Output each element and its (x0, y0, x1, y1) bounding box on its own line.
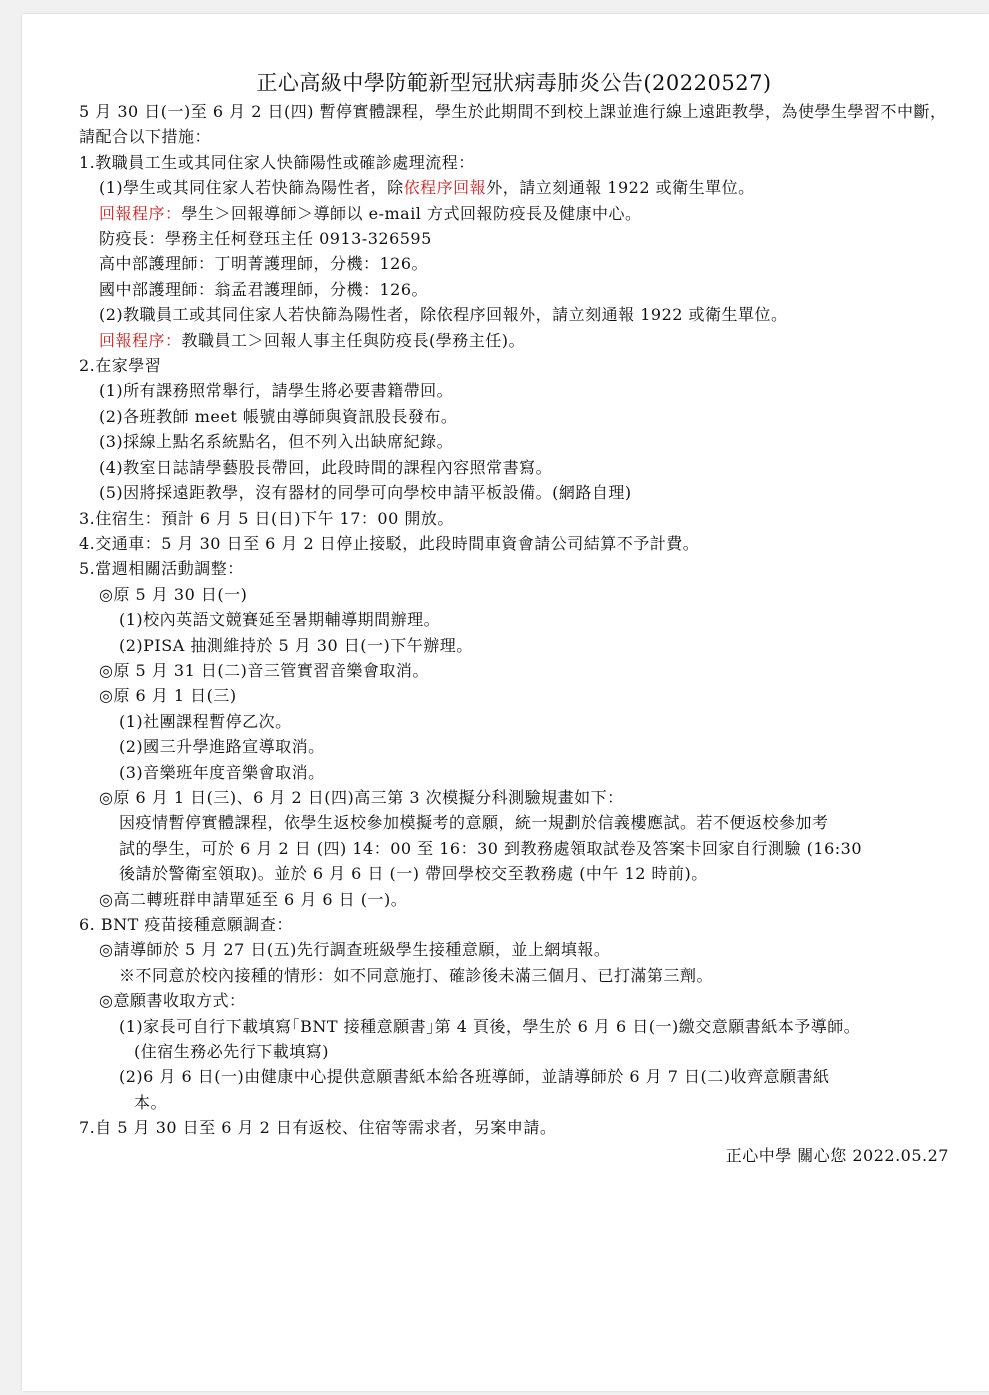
section-1-heading: 1.教職員工生或其同住家人快篩陽性或確診處理流程： (79, 152, 475, 172)
list-item: (2)PISA 抽測維持於 5 月 30 日(一)下午辦理。 (119, 635, 473, 655)
list-item: (1)所有課務照常舉行，請學生將必要書籍帶回。 (99, 381, 454, 401)
mock-exam-detail: 後請於警衛室領取)。並於 6 月 6 日 (一) 帶回學校交至教務處 (中午 12 時前)。 (119, 864, 708, 884)
list-item: (3)音樂班年度音樂會取消。 (119, 762, 325, 782)
list-item: (3)採線上點名系統點名，但不列入出缺席紀錄。 (99, 432, 454, 452)
junior-high-nurse: 國中部護理師：翁孟君護理師，分機：126。 (99, 279, 429, 299)
section-1-item-1 (79, 175, 949, 200)
signature: 正心中學 關心您 2022.05.27 (725, 1145, 949, 1165)
list-item: (2)6 月 6 日(一)由健康中心提供意願書紙本給各班導師，並請導師於 6 月 7 日(二)收齊意願書紙 (119, 1067, 830, 1087)
vaccine-survey: ◎請導師於 5 月 27 日(五)先行調查班級學生接種意願，並上網填報。 (99, 940, 611, 960)
highlight-label: 回報程序： (99, 330, 182, 350)
activity-may-30: ◎原 5 月 30 日(一) (99, 584, 248, 604)
senior-high-nurse: 高中部護理師：丁明菁護理師，分機：126。 (99, 254, 429, 274)
section-1-item-2: (2)教職員工或其同住家人若快篩為陽性者，除依程序回報外，請立刻通報 1922 或衛生單位。 (99, 305, 788, 325)
page-title: 正心高級中學防範新型冠狀病毒肺炎公告(20220527) (256, 71, 772, 95)
mock-exam-plan: ◎原 6 月 1 日(三)、6 月 2 日(四)高三第 3 次模擬分科測驗規畫如下： (99, 787, 624, 807)
announcement (79, 69, 949, 1169)
staff-report-procedure (79, 328, 949, 353)
section-5-heading: 5.當週相關活動調整： (79, 559, 244, 579)
list-item: (1)社團課程暫停乙次。 (119, 711, 292, 731)
section-2-heading: 2.在家學習 (79, 356, 162, 376)
section-4: 4.交通車：5 月 30 日至 6 月 2 日停止接駁，此段時間車資會請公司結算不予計費。 (79, 533, 700, 553)
list-item-continuation: 本。 (134, 1092, 168, 1112)
vaccine-exclusion-note: ※不同意於校內接種的情形：如不同意施打、確診後未滿三個月、已打滿第三劑。 (119, 965, 714, 985)
highlight-label: 回報程序： (99, 203, 182, 223)
consent-collection-heading: ◎意願書收取方式： (99, 991, 246, 1011)
text: (1)學生或其同住家人若快篩為陽性者，除 (99, 178, 404, 198)
list-item-continuation: (住宿生務必先行下載填寫) (134, 1042, 329, 1062)
text: 學生＞回報導師＞導師以 e-mail 方式回報防疫長及健康中心。 (181, 203, 642, 223)
highlight-text: 依程序回報 (403, 178, 487, 198)
activity-june-1: ◎原 6 月 1 日(三) (99, 686, 237, 706)
list-item: (1)校內英語文競賽延至暑期輔導期間辦理。 (119, 610, 441, 630)
section-7: 7.自 5 月 30 日至 6 月 2 日有返校、住宿等需求者，另案申請。 (79, 1118, 557, 1138)
activity-may-31: ◎原 5 月 31 日(二)音三管實習音樂會取消。 (99, 660, 429, 680)
list-item: (1)家長可自行下載填寫｢BNT 接種意願書｣第 4 頁後，學生於 6 月 6 日(一)繳交意願書紙本予導師。 (119, 1016, 861, 1036)
mock-exam-detail: 試的學生，可於 6 月 2 日 (四) 14：00 至 16：30 到教務處領取試卷及答案卡回家自行測驗 (16:30 (119, 838, 862, 858)
list-item: (2)國三升學進路宣導取消。 (119, 737, 325, 757)
text: 外，請立刻通報 1922 或衛生單位。 (486, 178, 755, 198)
section-3: 3.住宿生：預計 6 月 5 日(日)下午 17：00 開放。 (79, 508, 454, 528)
mock-exam-detail: 因疫情暫停實體課程，依學生返校參加模擬考的意願，統一規劃於信義樓應試。若不便返校參加考 (119, 813, 829, 833)
epidemic-officer: 防疫長：學務主任柯登珏主任 0913-326595 (99, 229, 432, 249)
list-item: (4)教室日誌請學藝股長帶回，此段時間的課程內容照常書寫。 (99, 457, 553, 477)
intro-paragraph: 5 月 30 日(一)至 6 月 2 日(四) 暫停實體課程，學生於此期間不到校上課並進行線上遠距教學，為使學生學習不中斷，請配合以下措施： (79, 102, 947, 147)
text: 教職員工＞回報人事主任與防疫長(學務主任)。 (181, 330, 526, 350)
document-page (22, 14, 989, 1391)
section-6-heading: 6. BNT 疫苗接種意願調查： (79, 915, 293, 934)
class-transfer-notice: ◎高二轉班群申請單延至 6 月 6 日 (一)。 (99, 889, 408, 909)
list-item: (2)各班教師 meet 帳號由導師與資訊股長發布。 (99, 406, 458, 426)
list-item: (5)因將採遠距教學，沒有器材的同學可向學校申請平板設備。(網路自理) (99, 483, 632, 503)
student-report-procedure (79, 201, 949, 226)
